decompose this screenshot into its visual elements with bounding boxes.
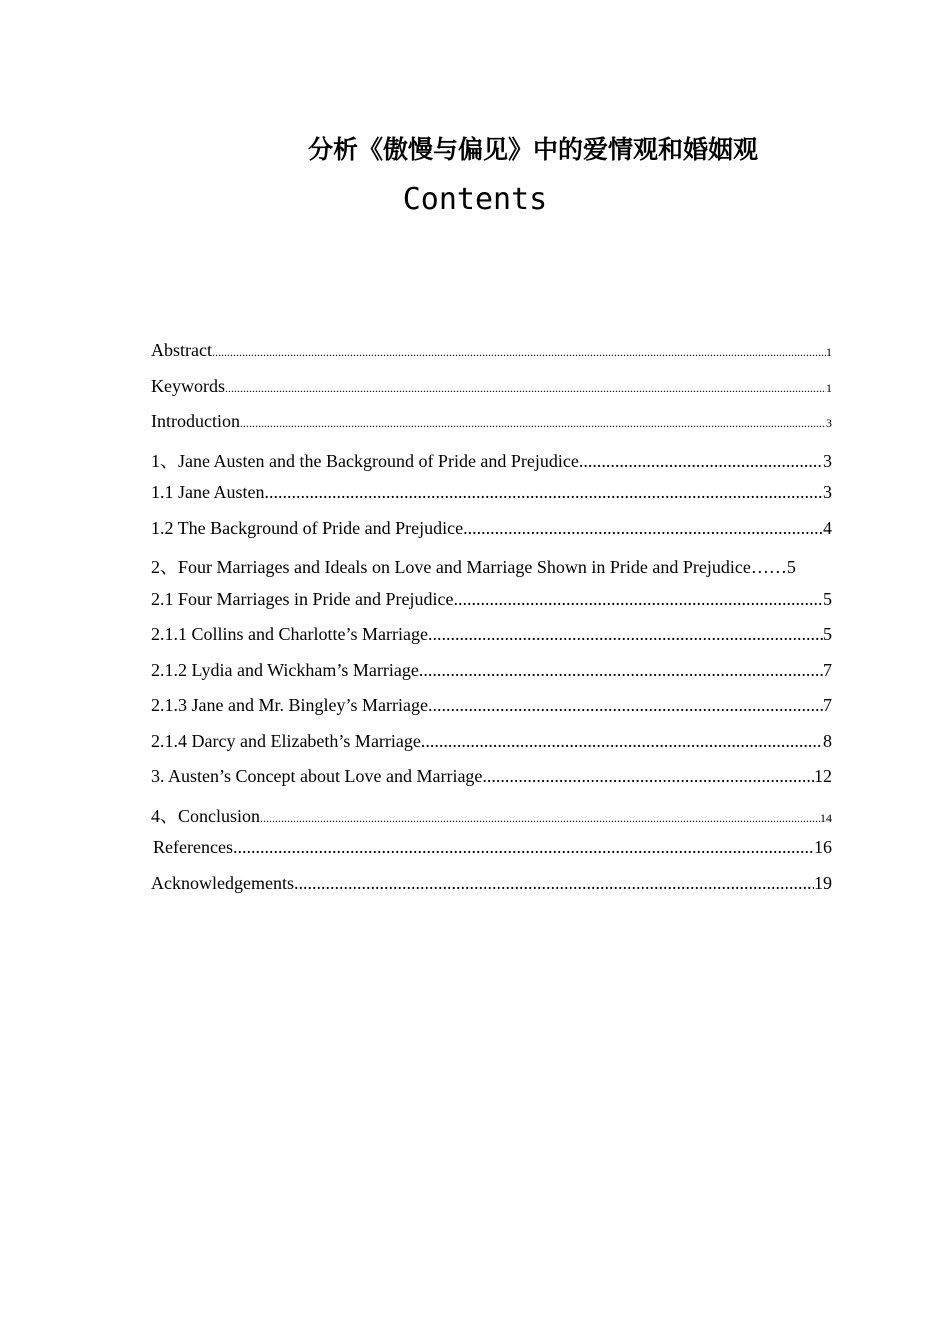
toc-entry-label: 1.2 The Background of Pride and Prejudice — [151, 517, 464, 538]
toc-entry-page-number: 5 — [823, 624, 832, 644]
toc-entry-page-number: 14 — [820, 810, 832, 825]
toc-entry-label: Introduction — [151, 411, 240, 431]
toc-entry[interactable] — [151, 802, 832, 838]
contents-heading: Contents — [402, 182, 548, 217]
toc-dot-leader — [428, 695, 823, 716]
toc-entry-label: 3. Austen’s Concept about Love and Marriage — [151, 766, 483, 786]
toc-dot-leader — [212, 345, 826, 360]
toc-entry[interactable] — [151, 340, 832, 376]
toc-dot-leader — [233, 837, 814, 858]
toc-entry-page-number: 3 — [823, 450, 832, 471]
table-of-contents — [151, 340, 832, 908]
toc-dot-leader — [264, 482, 823, 503]
toc-entry-page-number: ……5 — [750, 557, 796, 577]
page-title: 分析《傲慢与偏见》中的爱情观和婚姻观 — [307, 135, 758, 164]
toc-entry-page-number: 3 — [823, 482, 832, 502]
toc-entry[interactable] — [151, 411, 832, 447]
toc-entry-page-number: 5 — [823, 588, 832, 609]
toc-entry-page-number: 3 — [826, 416, 832, 430]
toc-entry-label: Abstract — [151, 340, 212, 360]
toc-dot-leader — [419, 660, 823, 681]
toc-entry-label: 2.1.3 Jane and Mr. Bingley’s Marriage — [151, 695, 428, 715]
toc-entry[interactable] — [151, 873, 832, 909]
toc-entry-label: 2.1.1 Collins and Charlotte’s Marriage — [151, 624, 428, 644]
toc-entry[interactable] — [151, 624, 832, 660]
toc-entry[interactable] — [151, 376, 832, 412]
toc-entry[interactable] — [151, 518, 832, 554]
toc-entry[interactable] — [151, 660, 832, 696]
toc-entry[interactable] — [151, 837, 832, 873]
toc-entry[interactable] — [151, 695, 832, 731]
toc-dot-leader — [463, 518, 823, 539]
toc-dot-leader — [225, 381, 826, 396]
toc-dot-leader — [421, 731, 823, 752]
toc-entry-page-number: 12 — [814, 766, 832, 786]
toc-entry[interactable] — [151, 766, 832, 802]
toc-entry-page-number: 16 — [814, 837, 832, 857]
toc-entry-label: 2.1.2 Lydia and Wickham’s Marriage — [151, 659, 419, 680]
toc-dot-leader — [482, 766, 814, 787]
toc-entry-page-number: 19 — [814, 872, 832, 893]
toc-dot-leader — [294, 873, 814, 894]
toc-entry-page-number: 7 — [823, 659, 832, 680]
toc-entry[interactable] — [151, 553, 832, 589]
toc-dot-leader — [240, 416, 826, 431]
toc-dot-leader — [260, 811, 820, 826]
toc-entry-label: References — [153, 837, 233, 857]
toc-entry[interactable] — [151, 482, 832, 518]
toc-entry-label: Acknowledgements — [151, 872, 294, 893]
toc-entry-label: Keywords — [151, 375, 225, 396]
toc-entry[interactable] — [151, 447, 832, 483]
toc-entry[interactable] — [151, 589, 832, 625]
toc-entry-page-number: 7 — [823, 695, 832, 715]
toc-entry-page-number: 8 — [823, 730, 832, 751]
toc-dot-leader — [453, 589, 823, 610]
toc-entry-label: 1、Jane Austen and the Background of Pride and Prejudice — [151, 450, 579, 471]
toc-entry-page-number: 1 — [826, 345, 832, 359]
toc-entry[interactable] — [151, 731, 832, 767]
toc-entry-label: 1.1 Jane Austen — [151, 482, 265, 502]
toc-entry-page-number: 4 — [823, 517, 832, 538]
toc-entry-label: 2.1 Four Marriages in Pride and Prejudice — [151, 588, 454, 609]
toc-entry-page-number: 1 — [826, 380, 832, 395]
toc-entry-label: 2.1.4 Darcy and Elizabeth’s Marriage — [151, 730, 421, 751]
toc-dot-leader — [579, 451, 823, 472]
toc-entry-label: 2、Four Marriages and Ideals on Love and Marriage Shown in Pride and Prejudice — [151, 557, 751, 577]
toc-entry-label: 4、Conclusion — [151, 805, 261, 826]
toc-dot-leader — [428, 624, 823, 645]
